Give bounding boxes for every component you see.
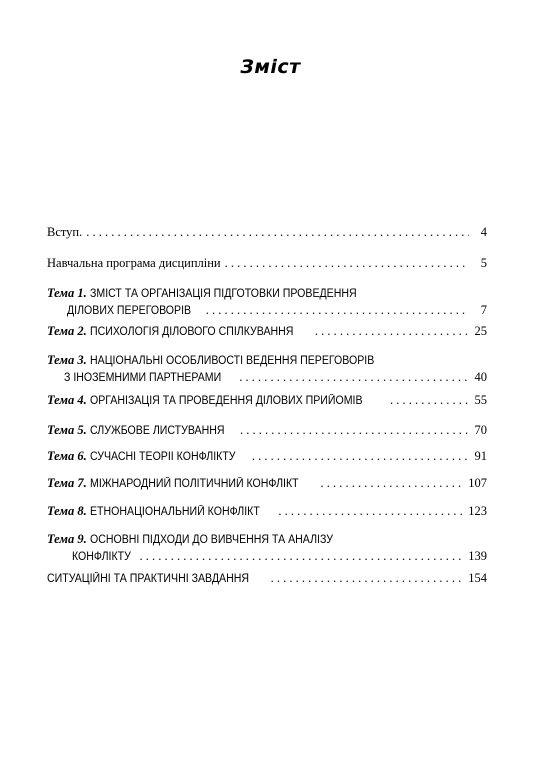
toc-page-number: 70 [474,423,487,437]
toc-entry-title: ЗМІСТ ТА ОРГАНІЗАЦІЯ ПІДГОТОВКИ ПРОВЕДЕННЯ [89,288,357,300]
toc-dot-leader [278,503,464,519]
toc-entry-title: ПСИХОЛОГІЯ ДІЛОВОГО СПІЛКУВАННЯ [89,326,294,338]
toc-topic-number: Тема 5. [47,423,87,437]
toc-entry-title: Вступ. [47,225,83,239]
toc-entry[interactable] [47,422,487,439]
toc-page-number: 123 [468,504,487,518]
toc-dot-leader [239,369,469,385]
toc-dot-leader [315,323,469,339]
toc-entry-title: НАЦІОНАЛЬНІ ОСОБЛИВОСТІ ВЕДЕННЯ ПЕРЕГОВОРІВ [89,355,375,367]
toc-entry-title: Навчальна програма дисципліни [47,256,221,270]
toc-topic-number: Тема 6. [47,449,87,463]
toc-dot-leader [252,448,469,464]
toc-page-number: 40 [474,370,487,384]
page-title: Зміст [240,56,301,78]
toc-entry[interactable] [47,285,487,319]
toc-entry[interactable] [47,475,487,492]
toc-topic-number: Тема 1. [47,286,87,300]
toc-entry-title: СИТУАЦІЙНІ ТА ПРАКТИЧНІ ЗАВДАННЯ [47,573,250,585]
toc-topic-number: Тема 7. [47,476,87,490]
toc-entry[interactable] [47,392,487,409]
toc-entry-title: ЕТНОНАЦІОНАЛЬНИЙ КОНФЛІКТ [89,506,260,518]
toc-entry-title: ОСНОВНІ ПІДХОДИ ДО ВИВЧЕННЯ ТА АНАЛІЗУ [89,534,333,546]
toc-page-number: 25 [474,324,487,338]
toc-dot-leader [139,548,464,564]
toc-page-number: 55 [474,393,487,407]
toc-entry-title: ДІЛОВИХ ПЕРЕГОВОРІВ [66,305,191,317]
toc-entry-title: СЛУЖБОВЕ ЛИСТУВАННЯ [89,425,225,437]
toc-page-number: 139 [468,549,487,563]
toc-entry[interactable] [47,570,487,587]
toc-entry[interactable] [47,352,487,386]
toc-page-number: 4 [480,225,487,239]
toc-dot-leader [271,570,465,586]
toc-entry-title: З ІНОЗЕМНИМИ ПАРТНЕРАМИ [64,372,222,384]
toc-page-number: 5 [480,256,487,270]
toc-entry[interactable] [47,503,487,520]
toc-page-number: 154 [468,571,487,585]
toc-entry[interactable] [47,255,487,271]
toc-topic-number: Тема 3. [47,353,87,367]
toc-dot-leader [206,302,469,318]
toc-entry-title: КОНФЛІКТУ [71,551,131,563]
toc-topic-number: Тема 9. [47,532,87,546]
toc-topic-number: Тема 2. [47,324,87,338]
toc-entry[interactable] [47,448,487,465]
toc-entry[interactable] [47,323,487,340]
toc-entry[interactable] [47,224,487,240]
toc-entry[interactable] [47,531,487,565]
toc-dot-leader [321,475,465,491]
toc-page-number: 91 [474,449,487,463]
toc-dot-leader [390,392,469,408]
toc-entry-title: МІЖНАРОДНИЙ ПОЛІТИЧНИЙ КОНФЛІКТ [89,478,299,490]
toc-entry-title: СУЧАСНІ ТЕОРІЇ КОНФЛІКТУ [89,451,236,463]
toc-dot-leader [86,224,469,240]
toc-topic-number: Тема 8. [47,504,87,518]
toc-dot-leader [225,255,469,271]
toc-page-number: 7 [480,303,487,317]
toc-page-number: 107 [468,476,487,490]
toc-dot-leader [240,422,469,438]
toc-entry-title: ОРГАНІЗАЦІЯ ТА ПРОВЕДЕННЯ ДІЛОВИХ ПРИЙОМІВ [89,395,363,407]
toc-topic-number: Тема 4. [47,393,87,407]
